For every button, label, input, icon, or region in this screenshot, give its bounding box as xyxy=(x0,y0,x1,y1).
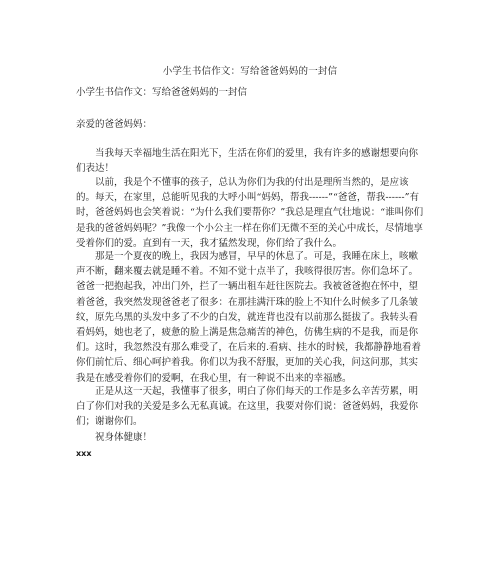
letter-paragraph: 正是从这一天起，我懂事了很多，明白了你们每天的工作是多么辛苦劳累，明白了你们对我的关爱是多么无私真诚。在这里，我要对你们说：爸爸妈妈，我爱你们；谢谢你们。 xyxy=(76,386,419,428)
letter-paragraph: 当我每天幸福地生活在阳光下，生活在你们的爱里，我有许多的感谢想要向你们表达！ xyxy=(76,148,419,175)
letter-closing: 祝身体健康！ xyxy=(95,432,153,443)
document-subtitle: 小学生书信作文：写给爸爸妈妈的一封信 xyxy=(76,87,248,98)
letter-salutation: 亲爱的爸爸妈妈： xyxy=(76,119,153,130)
letter-paragraph: 那是一个夏夜的晚上，我因为感冒，早早的休息了。可是，我睡在床上，咳嗽声不断，翻来覆去就是睡不着。不知不觉十点半了，我咳得很厉害。你们急坏了。爸爸一把抱起我，冲出门外，拦了一辆出租车赶往医院去。我被爸爸抱在怀中，望着爸爸，我突然发现爸爸老了很多：在那挂满汗珠的脸上不知什么时候多了几条皱纹，原先乌黑的头发中多了不少的白发，就连背也没有以前那么挺拔了。我转头看看妈妈，她也老了，疲惫的脸上满是焦急痛苦的神色，仿佛生病的不是我，而是你们。这时，我忽然没有那么难受了，在后来的.看病、挂水的时候，我都静静地看着你们前忙后、细心呵护着我。你们以为我不舒服，更加的关心我，问这问那，其实我是在感受着你们的爱啊，在我心里，有一种说不出来的幸福感。 xyxy=(76,251,422,384)
letter-signature: xxx xyxy=(76,449,92,458)
letter-paragraph: 以前，我是个不懂事的孩子，总认为你们为我的付出是理所当然的，是应该的。每天，在家里，总能听见我的大呼小叫“妈妈，帮我------”“爸爸，帮我------”有时，爸爸妈妈也会笑着说：“为什么我们要帮你？”我总是理直气壮地说：“谁叫你们是我的爸爸妈妈呢？”我像一个小公主一样在你们无微不至的关心中成长，尽情地享受着你们的爱。直到有一天，我才猛然发现，你们给了我什么。 xyxy=(76,177,424,249)
document-title: 小学生书信作文：写给爸爸妈妈的一封信 xyxy=(162,66,338,77)
